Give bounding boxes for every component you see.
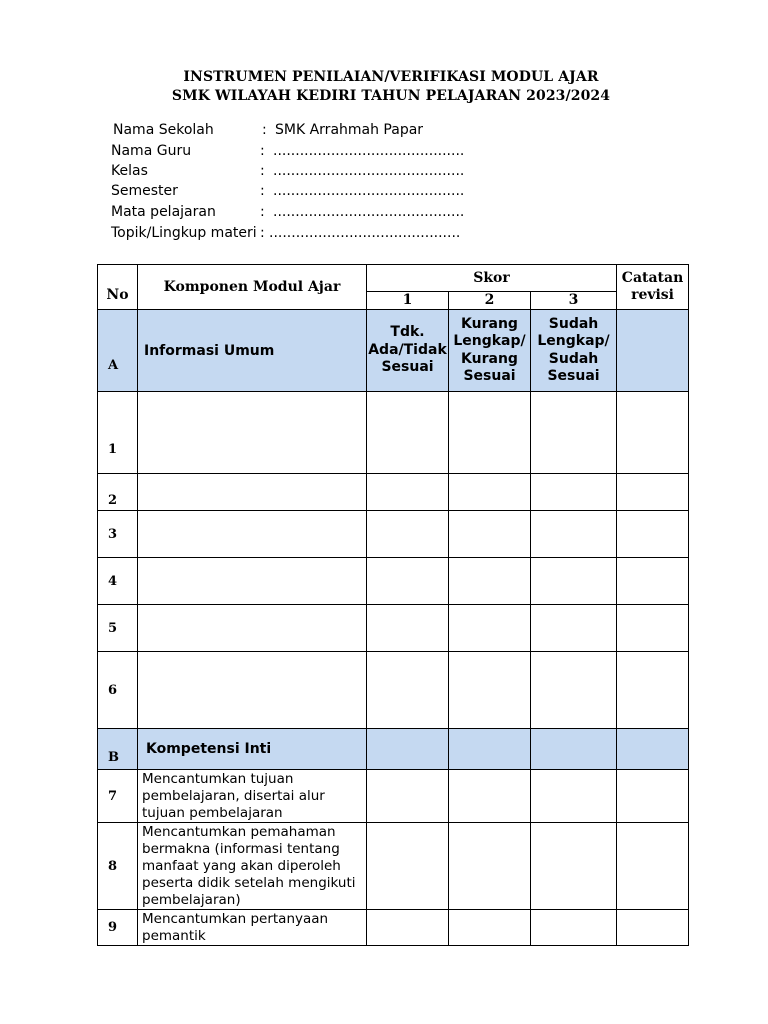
header-score-1: 1 [367,292,449,310]
table-row [98,558,689,605]
row-number: 7 [98,770,138,823]
notes-cell[interactable] [617,770,689,823]
info-colon: : [260,163,265,179]
notes-cell[interactable] [617,910,689,946]
row-component [138,511,367,558]
row-component [138,605,367,652]
notes-cell[interactable] [617,511,689,558]
header-score-3: 3 [531,292,617,310]
section-a-title: Informasi Umum [138,310,367,392]
assessment-table [97,264,689,946]
row-component [138,652,367,729]
table-row [98,823,689,910]
score-cell-1[interactable] [367,605,449,652]
score-cell-2[interactable] [449,511,531,558]
section-a-code: A [98,310,138,392]
section-b-notes [617,729,689,770]
row-component: Mencantumkan pertanyaan pemantik [138,910,367,946]
score-cell-3[interactable] [531,910,617,946]
info-value: ........................................... [269,225,461,241]
info-label: Nama Sekolah [113,122,214,138]
header-no: No [98,265,138,310]
score-cell-1[interactable] [367,392,449,474]
table-row [98,392,689,474]
score-cell-3[interactable] [531,605,617,652]
notes-cell[interactable] [617,392,689,474]
row-number: 4 [98,558,138,605]
info-colon: : [260,225,265,241]
row-number: 5 [98,605,138,652]
table-row [98,910,689,946]
score-cell-2[interactable] [449,558,531,605]
score-cell-3[interactable] [531,392,617,474]
score-cell-3[interactable] [531,474,617,511]
row-number: 3 [98,511,138,558]
score-cell-3[interactable] [531,652,617,729]
score-cell-1[interactable] [367,474,449,511]
score-cell-3[interactable] [531,823,617,910]
info-colon: : [262,122,267,138]
score-cell-2[interactable] [449,910,531,946]
table-row [98,652,689,729]
score-label-1: Tdk. Ada/Tidak Sesuai [367,310,449,392]
score-label-2: Kurang Lengkap/ Kurang Sesuai [449,310,531,392]
document-title-line1: INSTRUMEN PENILAIAN/VERIFIKASI MODUL AJAR [183,69,599,85]
score-cell-2[interactable] [449,770,531,823]
header-score-2: 2 [449,292,531,310]
info-label: Mata pelajaran [111,204,216,220]
info-value: ........................................... [273,163,465,179]
row-number: 9 [98,910,138,946]
score-cell-3[interactable] [531,770,617,823]
row-number: 1 [98,392,138,474]
section-b-score-1 [367,729,449,770]
header-component: Komponen Modul Ajar [138,265,367,310]
info-value: ........................................... [273,204,465,220]
info-colon: : [260,143,265,159]
notes-cell[interactable] [617,605,689,652]
row-component [138,474,367,511]
section-a-notes [617,310,689,392]
row-component: Mencantumkan tujuan pembelajaran, disertai alur tujuan pembelajaran [138,770,367,823]
section-b-title: Kompetensi Inti [138,729,367,770]
table-row [98,770,689,823]
info-value: ........................................... [273,183,465,199]
row-number: 6 [98,652,138,729]
document-title-line2: SMK WILAYAH KEDIRI TAHUN PELAJARAN 2023/2024 [171,88,611,104]
score-cell-1[interactable] [367,511,449,558]
notes-cell[interactable] [617,474,689,511]
table-row [98,474,689,511]
info-colon: : [260,204,265,220]
row-number: 2 [98,474,138,511]
row-component: Mencantumkan pemahaman bermakna (informasi tentang manfaat yang akan diperoleh peserta didik setelah mengikuti pembelajaran) [138,823,367,910]
section-b-row [98,729,689,770]
row-number: 8 [98,823,138,910]
score-cell-2[interactable] [449,392,531,474]
score-cell-2[interactable] [449,823,531,910]
score-cell-1[interactable] [367,770,449,823]
score-cell-2[interactable] [449,605,531,652]
notes-cell[interactable] [617,558,689,605]
section-b-score-2 [449,729,531,770]
score-cell-3[interactable] [531,511,617,558]
info-label: Semester [111,183,178,199]
header-notes: Catatan revisi [617,265,689,310]
notes-cell[interactable] [617,823,689,910]
notes-cell[interactable] [617,652,689,729]
header-score: Skor [367,265,617,292]
section-b-score-3 [531,729,617,770]
info-colon: : [260,183,265,199]
table-row [98,511,689,558]
score-cell-1[interactable] [367,823,449,910]
info-value: SMK Arrahmah Papar [275,122,424,138]
section-b-code: B [98,729,138,770]
info-value: ........................................... [273,143,465,159]
score-label-3: Sudah Lengkap/ Sudah Sesuai [531,310,617,392]
score-cell-3[interactable] [531,558,617,605]
score-cell-1[interactable] [367,910,449,946]
score-cell-2[interactable] [449,652,531,729]
section-a-row [98,310,689,392]
table-row [98,605,689,652]
score-cell-1[interactable] [367,652,449,729]
row-component [138,558,367,605]
row-component [138,392,367,474]
info-label: Topik/Lingkup materi [111,225,257,241]
score-cell-2[interactable] [449,474,531,511]
score-cell-1[interactable] [367,558,449,605]
info-label: Kelas [111,163,148,179]
info-label: Nama Guru [111,143,192,159]
